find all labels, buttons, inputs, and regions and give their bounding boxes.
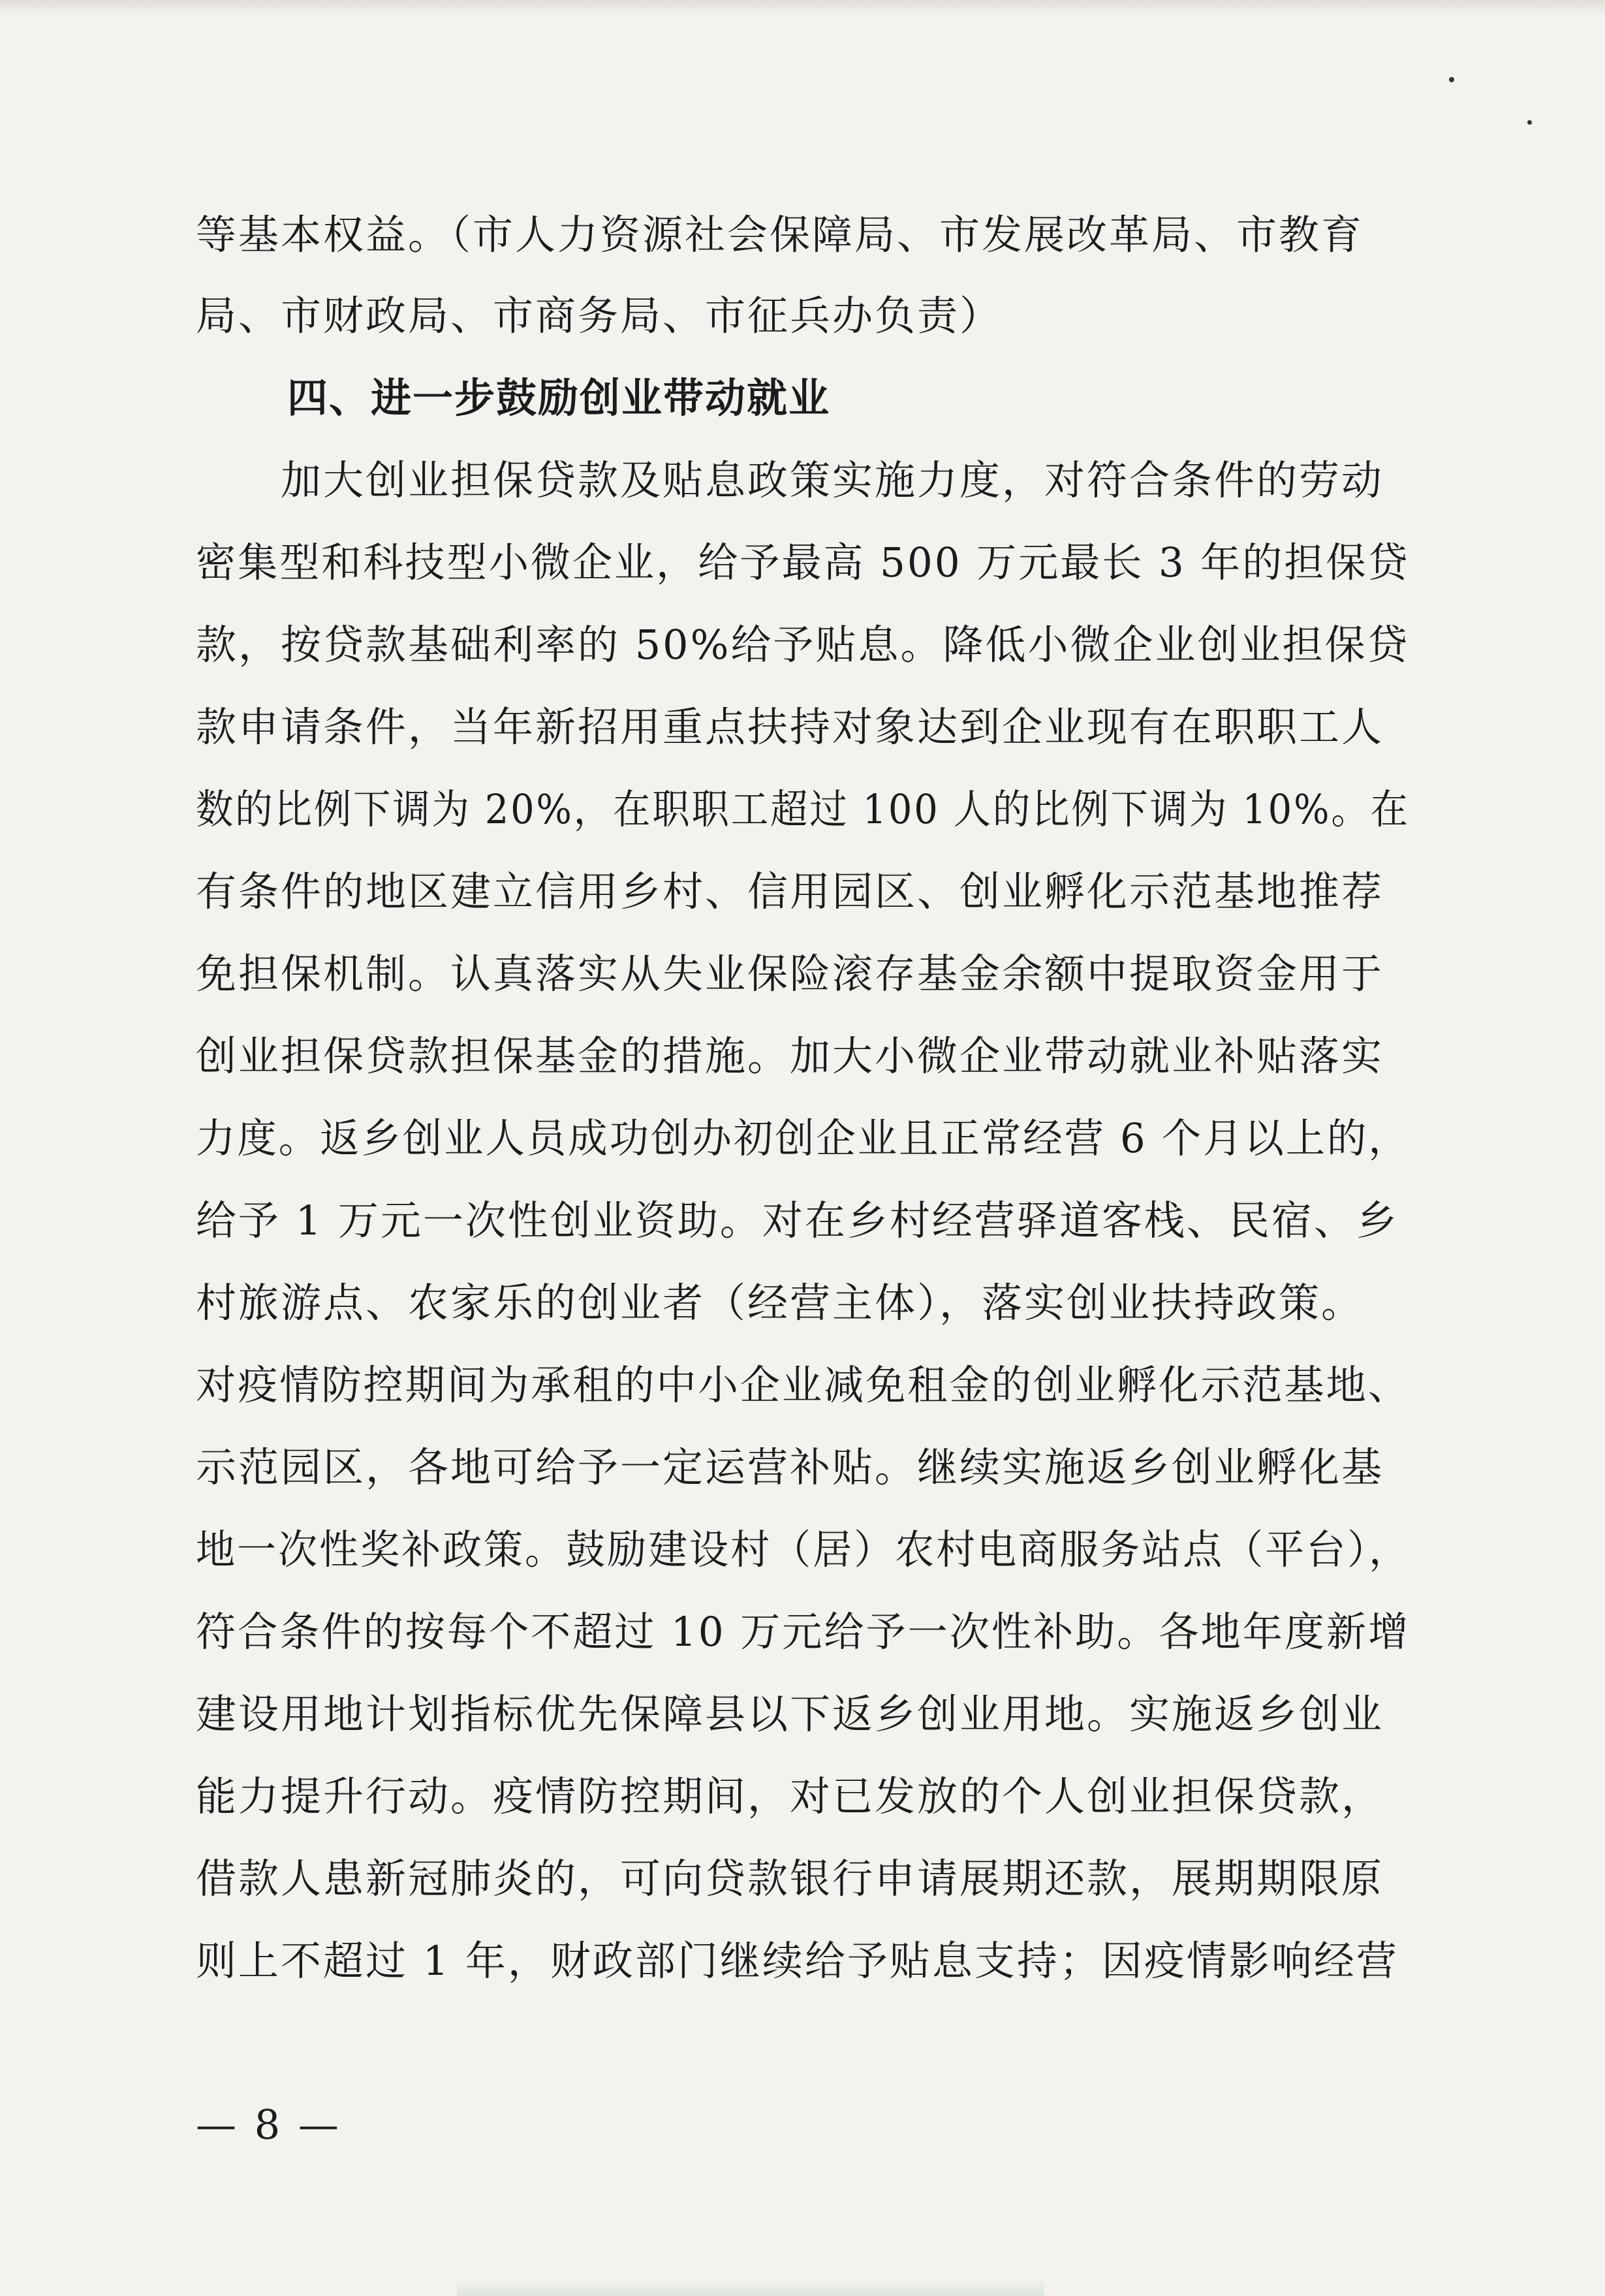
text-line: 能力提升行动。疫情防控期间，对已发放的个人创业担保贷款， <box>196 1772 1384 1820</box>
text-line: 局、市财政局、市商务局、市征兵办负责） <box>196 292 1003 339</box>
text-line: 创业担保贷款担保基金的措施。加大小微企业带动就业补贴落实 <box>196 1032 1384 1080</box>
text-line: 对疫情防控期间为承租的中小企业减免租金的创业孵化示范基地、 <box>196 1361 1410 1409</box>
text-line: 建设用地计划指标优先保障县以下返乡创业用地。实施返乡创业 <box>196 1690 1384 1738</box>
page-number: — 8 — <box>196 2101 341 2148</box>
text-line: 免担保机制。认真落实从失业保险滚存基金余额中提取资金用于 <box>196 950 1384 998</box>
text-line: 力度。返乡创业人员成功创办初创企业且正常经营 6 个月以上的， <box>196 1114 1410 1162</box>
paragraph-first-line: 加大创业担保贷款及贴息政策实施力度，对符合条件的劳动 <box>281 456 1384 504</box>
text-line: 借款人患新冠肺炎的，可向贷款银行申请展期还款，展期期限原 <box>196 1855 1384 1902</box>
text-line: 密集型和科技型小微企业，给予最高 500 万元最长 3 年的担保贷 <box>196 539 1410 586</box>
text-line: 示范园区，各地可给予一定运营补贴。继续实施返乡创业孵化基 <box>196 1443 1384 1491</box>
text-line: 符合条件的按每个不超过 10 万元给予一次性补助。各地年度新增 <box>196 1608 1410 1656</box>
scan-top-edge <box>0 0 1605 17</box>
section-heading: 四、进一步鼓励创业带动就业 <box>287 374 831 422</box>
text-line: 款，按贷款基础利率的 50%给予贴息。降低小微企业创业担保贷 <box>196 621 1410 668</box>
text-line: 则上不超过 1 年，财政部门继续给予贴息支持；因疫情影响经营 <box>196 1937 1399 1985</box>
text-line: 地一次性奖补政策。鼓励建设村（居）农村电商服务站点（平台）， <box>196 1526 1410 1573</box>
scan-speck <box>1527 120 1532 125</box>
scan-bottom-edge <box>457 2278 1044 2296</box>
text-line: 数的比例下调为 20%，在职职工超过 100 人的比例下调为 10%。在 <box>196 785 1410 833</box>
text-line: 给予 1 万元一次性创业资助。对在乡村经营驿道客栈、民宿、乡 <box>196 1197 1399 1244</box>
scan-speck <box>1449 77 1454 82</box>
text-line: 款申请条件，当年新招用重点扶持对象达到企业现有在职职工人 <box>196 703 1384 751</box>
text-line: 等基本权益。（市人力资源社会保障局、市发展改革局、市教育 <box>196 211 1364 259</box>
text-line: 有条件的地区建立信用乡村、信用园区、创业孵化示范基地推荐 <box>196 868 1384 915</box>
text-line: 村旅游点、农家乐的创业者（经营主体），落实创业扶持政策。 <box>196 1279 1364 1327</box>
